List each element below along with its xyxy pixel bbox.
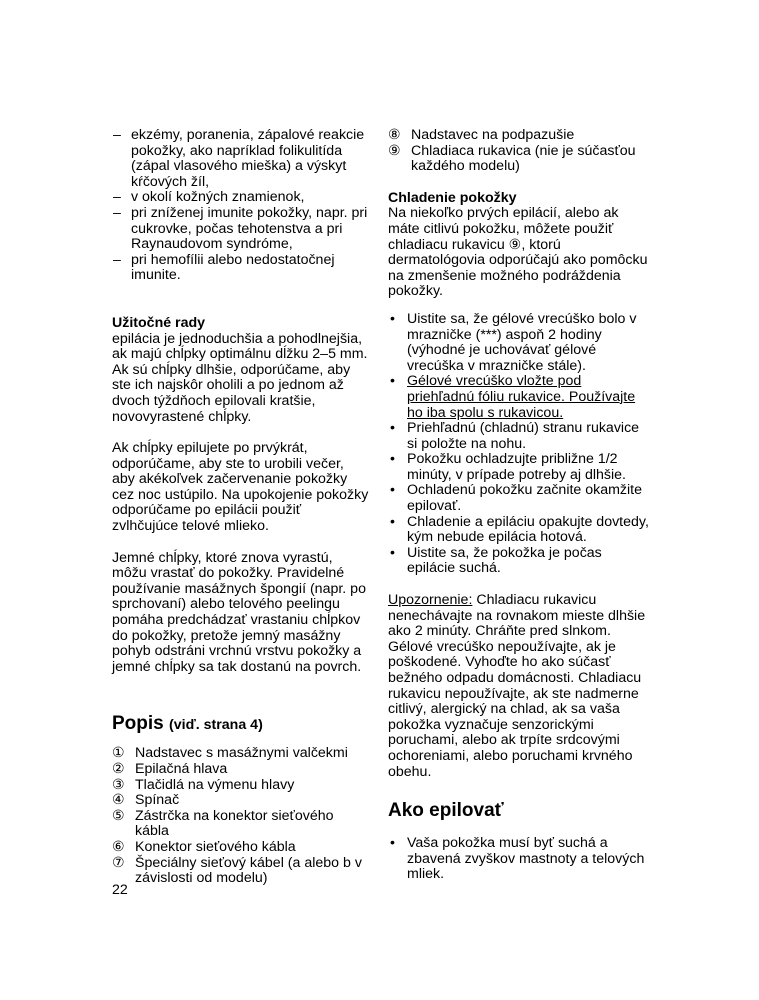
part-label: Spínač bbox=[135, 792, 180, 809]
part-item bbox=[388, 128, 650, 144]
list-item: – v okolí kožných znamienok, bbox=[112, 190, 370, 206]
part-number: ① bbox=[112, 745, 125, 762]
list-item: – pri zníženej imunite pokožky, napr. pri cukrovke, počas tehotenstva a pri Raynaudovom syndróme, bbox=[112, 206, 370, 253]
part-item bbox=[112, 809, 370, 840]
part-item bbox=[112, 793, 370, 809]
cooling-intro: Na niekoľko prvých epilácií, alebo ak máte citlivú pokožku, môžete použiť chladiacu rukavicu ⑨, ktorú dermatológovia odporúčajú ako pomôcku na zmenšenie možného podráždenia pokožky. bbox=[388, 205, 648, 300]
list-item: – pri hemofílii alebo nedostatočnej imunite. bbox=[112, 253, 370, 284]
part-number: ④ bbox=[112, 792, 125, 809]
part-number: ③ bbox=[112, 776, 125, 793]
description-heading bbox=[112, 713, 370, 736]
description-subtitle: (viď. strana 4) bbox=[169, 717, 263, 734]
list-item: • Uistite sa, že gélové vrecúško bolo v mrazničke (***) aspoň 2 hodiny (výhodné je uchovávať gélové vrecúška v mrazničke stále). bbox=[388, 312, 650, 374]
warning-text: Chladiacu rukavicu nenechávajte na rovnakom mieste dlhšie ako 2 minúty. Chráňte pred slnkom. Gélové vrecúško nepoužívajte, ak je poškodené. Vyhoďte ho ako súčasť bežného odpadu domácnosti. Chladiacu rukavicu nepoužívajte, ak ste nadmerne citlivý, alergický na chlad, ak sa vaša pokožka vyznačuje senzorickými poruchami, alebo ak trpíte srdcovými ochoreniami, alebo poruchami krvného obehu. bbox=[388, 592, 646, 780]
page-number: 22 bbox=[112, 882, 128, 898]
list-item: • Vaša pokožka musí byť suchá a zbavená zvyškov mastnoty a telových mliek. bbox=[388, 836, 650, 883]
part-label: Tlačidlá na výmenu hlavy bbox=[135, 776, 295, 793]
part-label: Nadstavec s masážnymi valčekmi bbox=[135, 745, 348, 762]
part-item bbox=[112, 762, 370, 778]
part-number: ⑧ bbox=[388, 127, 401, 143]
part-number: ⑨ bbox=[388, 142, 401, 159]
part-item bbox=[112, 840, 370, 856]
part-label: Špeciálny sieťový kábel (a alebo b v závislosti od modelu) bbox=[135, 854, 362, 887]
tips-paragraph: epilácia je jednoduchšia a pohodlnejšia, ak majú chĺpky optimálnu dĺžku 2–5 mm. Ak sú chĺpky dlhšie, odporúčame, aby ste ich najskôr oholili a po jednom až dvoch týždňoch epilovali kratšie, novovyrastené chĺpky. bbox=[112, 330, 368, 425]
list-item: • Ochladenú pokožku začnite okamžite epilovať. bbox=[388, 483, 650, 514]
description-title: Popis bbox=[112, 713, 164, 735]
list-item: • Gélové vrecúško vložte pod priehľadnú fóliu rukavice. Používajte ho iba spolu s rukavicou. bbox=[388, 374, 650, 421]
epilation-heading: Ako epilovať bbox=[388, 800, 504, 822]
part-label: Chladiaca rukavica (nie je súčasťou každého modelu) bbox=[411, 142, 636, 175]
part-item bbox=[112, 746, 370, 762]
tips-heading: Užitočné rady bbox=[112, 314, 206, 331]
list-item: – ekzémy, poranenia, zápalové reakcie pokožky, ako napríklad folikulitída (zápal vlasového mieška) a výskyt kŕčových žíl, bbox=[112, 128, 370, 190]
part-label: Epilačná hlava bbox=[135, 761, 228, 777]
part-number: ⑦ bbox=[112, 854, 125, 871]
contraindications-list bbox=[112, 128, 370, 284]
warning-label: Upozornenie: bbox=[388, 592, 473, 609]
parts-list bbox=[112, 746, 370, 886]
cooling-heading: Chladenie pokožky bbox=[388, 189, 517, 206]
list-item: • Uistite sa, že pokožka je počas epilácie suchá. bbox=[388, 546, 650, 577]
warning-paragraph bbox=[388, 593, 650, 780]
tips-paragraph: Ak chĺpky epilujete po prvýkrát, odporúčame, aby ste to urobili večer, aby akékoľvek začervenanie pokožky cez noc ustúpilo. Na upokojenie pokožky odporúčame po epilácii použiť zvlhčujúce telové mlieko. bbox=[112, 440, 369, 535]
parts-list-continued bbox=[388, 128, 650, 175]
list-item: • Pokožku ochladzujte približne 1/2 minúty, v prípade potreby aj dlhšie. bbox=[388, 452, 650, 483]
epilation-list bbox=[388, 836, 650, 883]
left-column bbox=[112, 128, 370, 887]
cooling-steps-list bbox=[388, 312, 650, 577]
part-number: ⑤ bbox=[112, 807, 125, 824]
list-item: • Chladenie a epiláciu opakujte dovtedy, kým nebude epilácia hotová. bbox=[388, 515, 650, 546]
part-item bbox=[112, 856, 370, 887]
list-item: • Priehľadnú (chladnú) stranu rukavice si položte na nohu. bbox=[388, 421, 650, 452]
part-number: ② bbox=[112, 761, 125, 777]
part-number: ⑥ bbox=[112, 838, 125, 855]
part-item bbox=[388, 144, 650, 175]
part-label: Nadstavec na podpazušie bbox=[411, 127, 575, 143]
tips-paragraph: Jemné chĺpky, ktoré znova vyrastú, môžu vrastať do pokožky. Pravidelné používanie masážnych špongií (napr. po sprchovaní) alebo telového peelingu pomáha predchádzať vrastaniu chĺpkov do pokožky, pretože jemný masážny pohyb odstráni vrchnú vrstvu pokožky a jemné chĺpky sa tak dostanú na povrch. bbox=[112, 549, 366, 675]
part-label: Zástrčka na konektor sieťového kábla bbox=[135, 807, 334, 840]
part-label: Konektor sieťového kábla bbox=[135, 838, 296, 855]
right-column bbox=[388, 128, 650, 883]
part-item bbox=[112, 778, 370, 794]
